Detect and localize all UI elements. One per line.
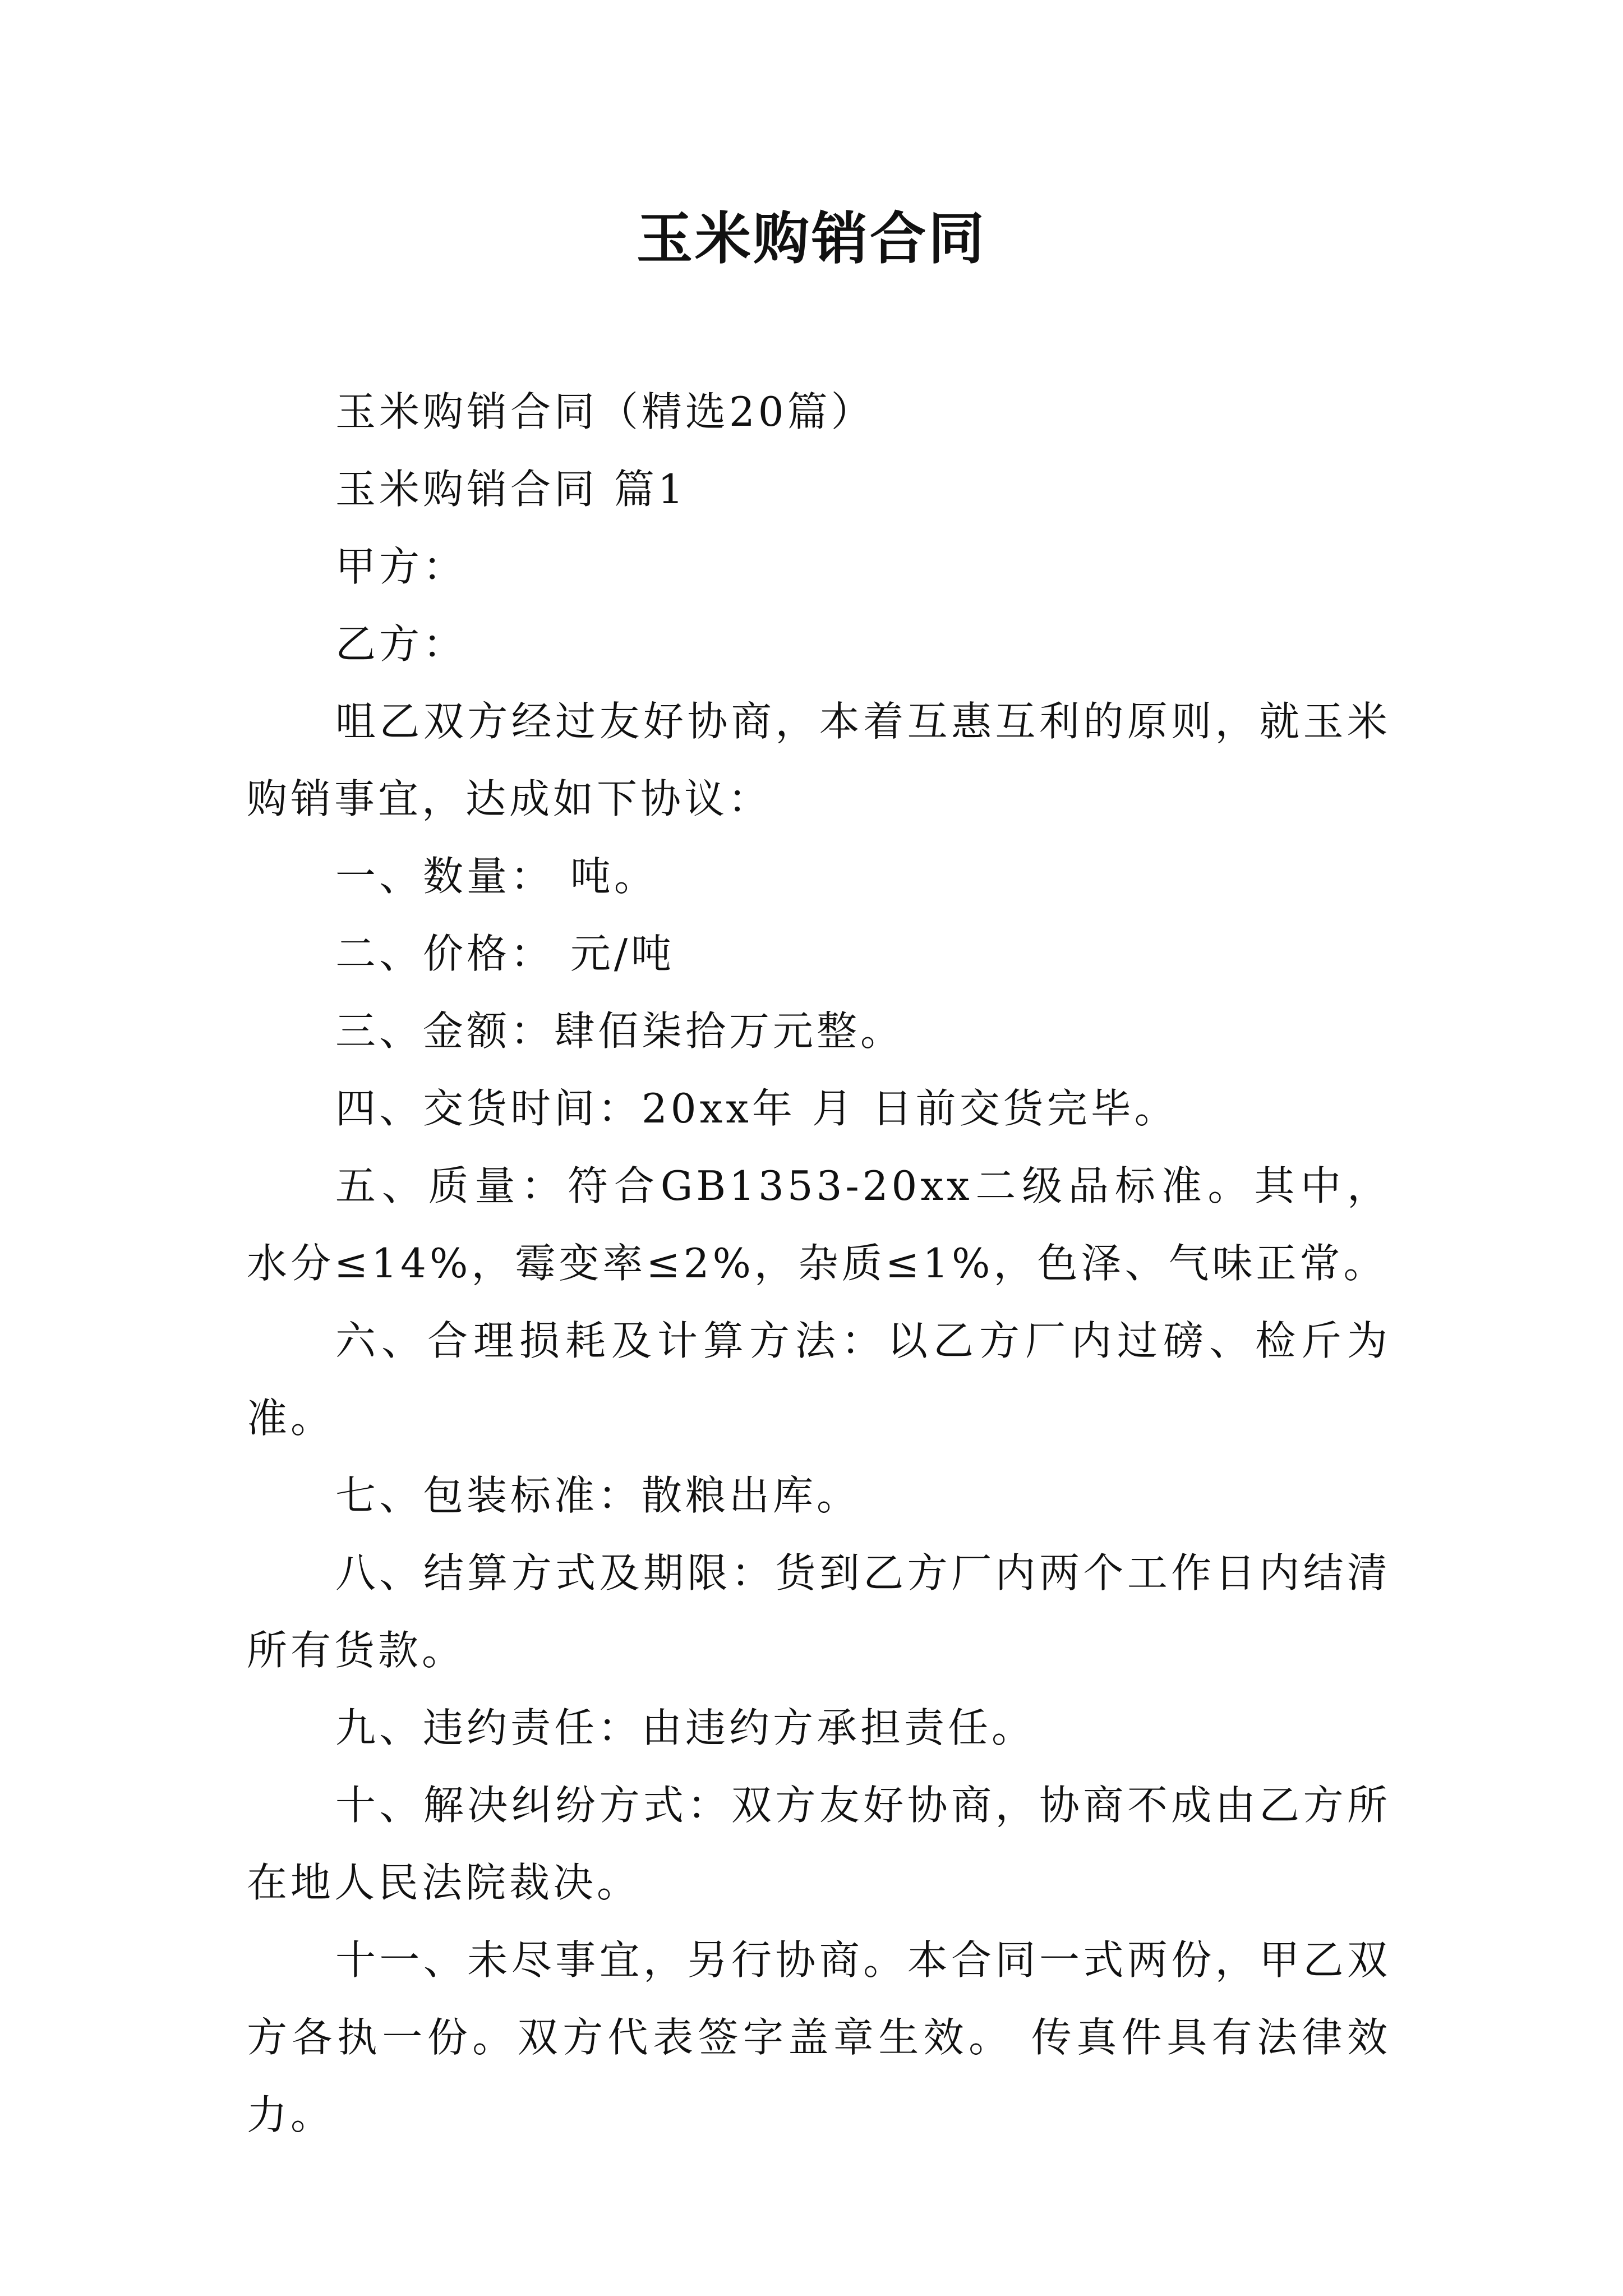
paragraph-party-b: 乙方： xyxy=(335,620,467,668)
clause-loss-calculation: 六、合理损耗及计算方法：以乙方厂内过磅、检斤为准。 xyxy=(247,1317,1391,1442)
clause-amount: 三、金额：肆佰柒拾万元整。 xyxy=(335,1007,905,1055)
document-title: 玉米购销合同 xyxy=(637,205,986,272)
clause-price: 二、价格： 元/吨 xyxy=(335,930,675,977)
clause-delivery-time: 四、交货时间：20xx年 月 日前交货完毕。 xyxy=(335,1085,1178,1132)
clause-packaging: 七、包装标准：散粮出库。 xyxy=(335,1472,861,1519)
clause-settlement: 八、结算方式及期限：货到乙方厂内两个工作日内结清所有货款。 xyxy=(247,1549,1391,1674)
clause-liability: 九、违约责任：由违约方承担责任。 xyxy=(335,1704,1036,1751)
paragraph-preamble: 咀乙双方经过友好协商，本着互惠互利的原则，就玉米购销事宜，达成如下协议： xyxy=(247,698,1391,822)
clause-quality: 五、质量：符合GB1353-20xx二级品标准。其中，水分≤14%，霉变率≤2%，杂质≤1%，色泽、气味正常。 xyxy=(247,1162,1391,1287)
paragraph-subtitle: 玉米购销合同（精选20篇） xyxy=(335,388,875,435)
document-body xyxy=(247,373,1391,2154)
paragraph-party-a: 甲方： xyxy=(335,543,467,590)
clause-dispute-resolution: 十、解决纠纷方式：双方友好协商，协商不成由乙方所在地人民法院裁决。 xyxy=(247,1782,1391,1906)
clause-quantity: 一、数量： 吨。 xyxy=(335,853,658,900)
paragraph-section-heading: 玉米购销合同 篇1 xyxy=(335,466,687,513)
clause-miscellaneous: 十一、未尽事宜，另行协商。本合同一式两份，甲乙双方各执一份。双方代表签字盖章生效。 传真件具有法律效力。 xyxy=(247,1936,1391,2138)
